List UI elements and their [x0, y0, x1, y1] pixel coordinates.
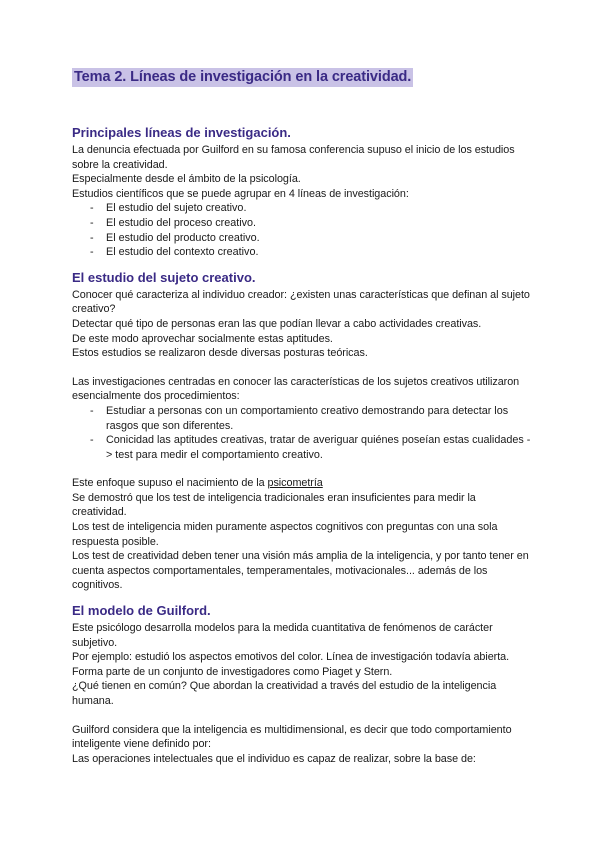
section-principales — [72, 125, 532, 260]
paragraph: Se demostró que los test de inteligencia tradicionales eran insuficientes para medir la creatividad. — [72, 491, 476, 519]
list-item: - Estudiar a personas con un comportamiento creativo demostrando para detectar los rasgos que son diferentes. — [90, 404, 509, 432]
list-item: - El estudio del producto creativo. — [90, 231, 260, 244]
paragraph: Detectar qué tipo de personas eran las que podían llevar a cabo actividades creativas. — [72, 317, 482, 330]
paragraph: Las investigaciones centradas en conocer las características de los sujetos creativos utilizaron esencialmente dos procedimientos: — [72, 375, 520, 403]
paragraph: De este modo aprovechar socialmente estas aptitudes. — [72, 332, 333, 345]
section-heading: Principales líneas de investigación. — [72, 125, 291, 140]
document-page — [72, 68, 532, 766]
paragraph: Guilford considera que la inteligencia es multidimensional, es decir que todo comportamiento inteligente viene definido por: — [72, 723, 512, 751]
list-item: - Conicidad las aptitudes creativas, tratar de averiguar quiénes poseían estas cualidades -> test para medir el comportamiento creativo. — [90, 434, 531, 461]
paragraph: Los test de creatividad deben tener una visión más amplia de la inteligencia, y por tanto tener en cuenta aspectos comportamentales, temperamentales, motivacionales... además de los cognitivos. — [72, 550, 529, 592]
paragraph: Los test de inteligencia miden puramente aspectos cognitivos con preguntas con una sola respuesta posible. — [72, 521, 498, 548]
procedures-list — [72, 404, 532, 462]
paragraph: Las operaciones intelectuales que el individuo es capaz de realizar, sobre la base de: — [72, 752, 476, 765]
section-sujeto — [72, 270, 532, 593]
lines-list — [72, 201, 532, 259]
list-item: - El estudio del proceso creativo. — [90, 216, 257, 229]
paragraph: La denuncia efectuada por Guilford en su famosa conferencia supuso el inicio de los estudios sobre la creatividad. — [72, 144, 515, 171]
paragraph: Especialmente desde el ámbito de la psicología. — [72, 173, 301, 186]
paragraph: Este enfoque supuso el nacimiento de la psicometría — [72, 477, 323, 490]
list-item: - El estudio del contexto creativo. — [90, 246, 259, 259]
paragraph: ¿Qué tienen en común? Que abordan la creatividad a través del estudio de la inteligencia humana. — [72, 680, 497, 707]
paragraph: Forma parte de un conjunto de investigadores como Piaget y Stern. — [72, 665, 393, 678]
section-guilford — [72, 603, 532, 766]
paragraph: Estudios científicos que se puede agrupar en 4 líneas de investigación: — [72, 187, 409, 200]
section-heading: El estudio del sujeto creativo. — [72, 269, 256, 285]
section-heading: El modelo de Guilford. — [72, 603, 211, 619]
paragraph: Este psicólogo desarrolla modelos para la medida cuantitativa de fenómenos de carácter subjetivo. — [72, 622, 493, 649]
document-title: Tema 2. Líneas de investigación en la creatividad. — [74, 69, 412, 85]
list-item: - El estudio del sujeto creativo. — [90, 202, 247, 215]
paragraph: Conocer qué caracteriza al individuo creador: ¿existen unas características que definan al sujeto creativo? — [72, 288, 530, 316]
paragraph: Estos estudios se realizaron desde diversas posturas teóricas. — [72, 347, 368, 360]
psicometria-link[interactable]: psicometría — [267, 477, 323, 490]
paragraph: Por ejemplo: estudió los aspectos emotivos del color. Línea de investigación todavía abierta. — [72, 651, 510, 664]
